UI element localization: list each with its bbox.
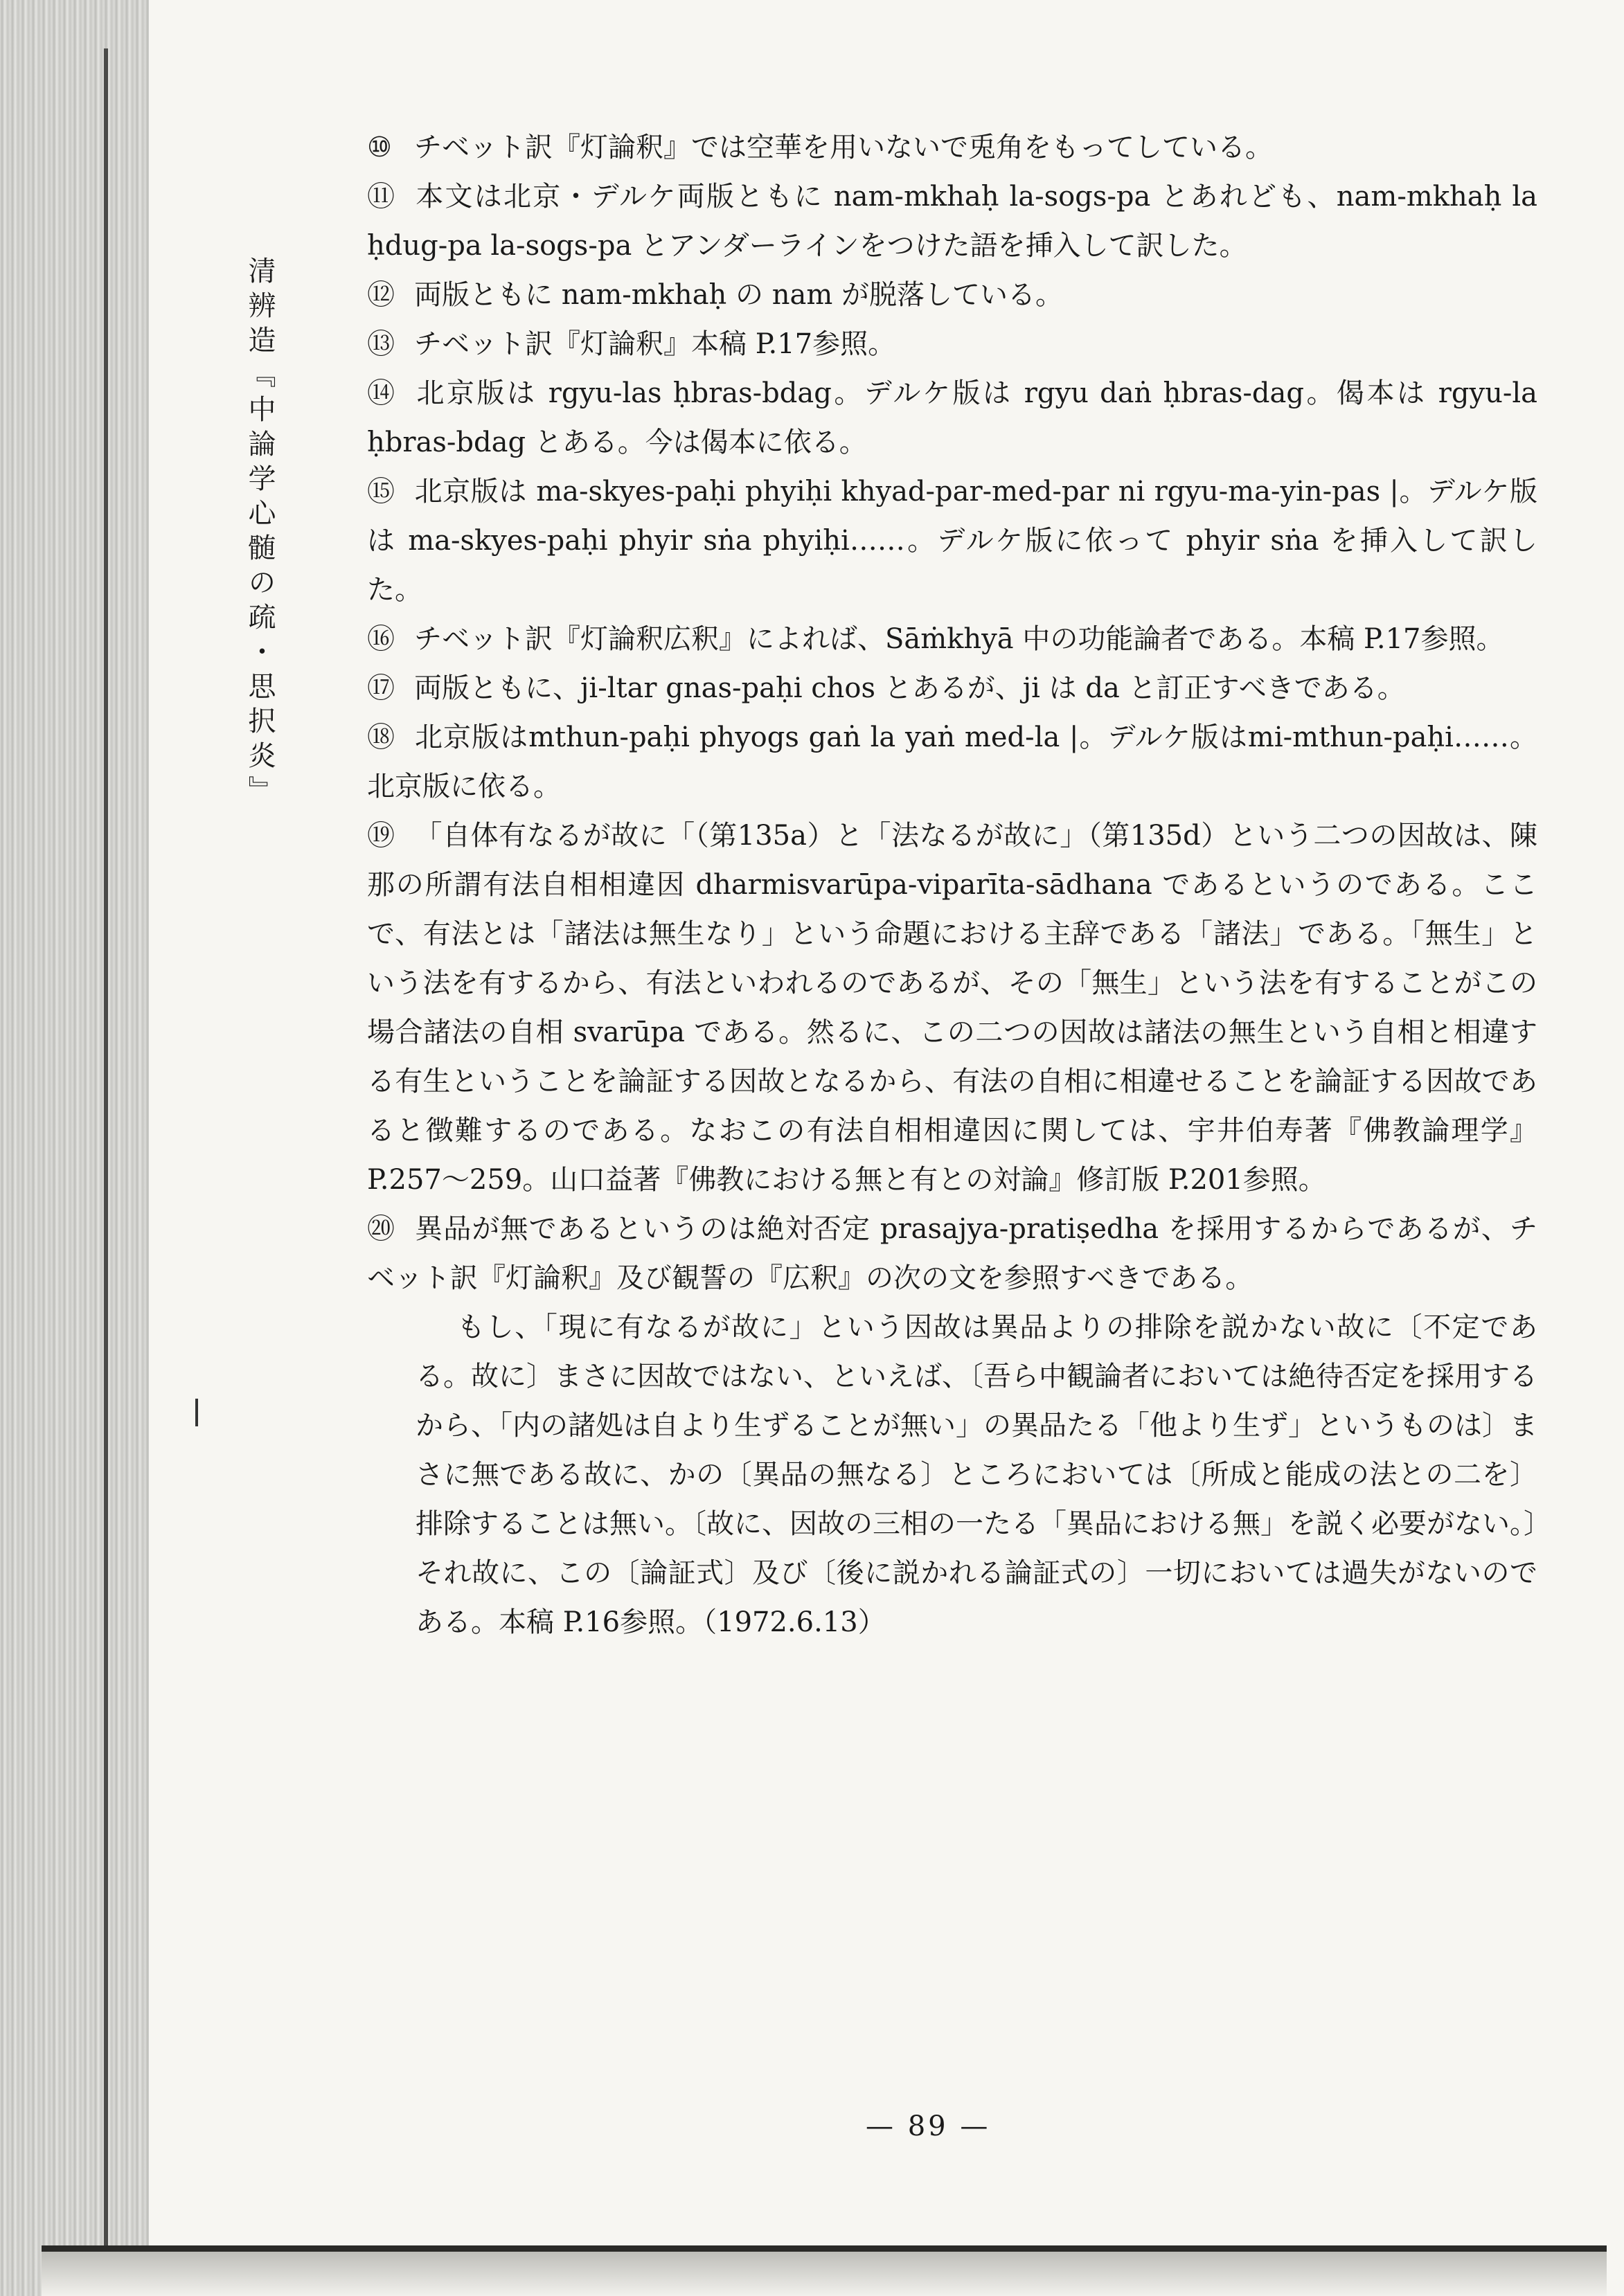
- note-15: [367, 467, 1537, 615]
- note-text: 本文は北京・デルケ両版ともに nam-mkhaḥ la-sogs-pa とあれども、nam-mkhaḥ la ḥdug-pa la-sogs-pa とアンダーラインをつけた語を挿入して訳した。: [367, 181, 1537, 262]
- binding-shadow-line: [104, 48, 108, 2250]
- note-17: [367, 664, 1537, 713]
- note-number: ⑮: [367, 476, 395, 508]
- note-14: [367, 369, 1537, 467]
- note-12: [367, 271, 1537, 320]
- book-binding-edge: [0, 0, 149, 2296]
- margin-mark: [195, 1399, 198, 1426]
- note-19: [367, 811, 1537, 1205]
- note-text: 両版ともに、ji-ltar gnas-paḥi chos とあるが、ji は da と訂正すべきである。: [414, 672, 1405, 704]
- note-text: 北京版は rgyu-las ḥbras-bdag。デルケ版は rgyu daṅ ḥbras-dag。偈本は rgyu-la ḥbras-bdag とある。今は偈本に依る。: [367, 377, 1537, 458]
- note-number: ⑱: [367, 721, 395, 753]
- note-number: ⑯: [367, 623, 395, 655]
- note-18: [367, 713, 1537, 811]
- note-number: ⑬: [367, 328, 395, 360]
- note-number: ⑪: [367, 181, 395, 213]
- note-number: ⑩: [367, 132, 392, 163]
- note-number: ⑭: [367, 377, 395, 409]
- running-head: 清辨造『中論学心髄の疏・思択炎』: [244, 256, 276, 810]
- note-text: チベット訳『灯論釈広釈』によれば、Sāṁkhyā 中の功能論者である。本稿 P.17参照。: [414, 623, 1504, 655]
- note-text: 北京版はmthun-paḥi phyogs gaṅ la yaṅ med-la |。デルケ版はmi-mthun-paḥi……。北京版に依る。: [367, 721, 1537, 802]
- note-13: [367, 320, 1537, 369]
- block-quote: もし、「現に有なるが故に」という因故は異品よりの排除を説かない故に〔不定である。故に〕まさに因故ではない、といえば、〔吾ら中観論者においては絶待否定を採用するから、「内の諸処は自より生ずることが無い」の異品たる「他より生ず」というものは〕まさに無である故に、かの〔異品の無なる〕ところにおいては〔所成と能成の法との二を〕排除することは無い。〔故に、因故の三相の一たる「異品における無」を説く必要がない。〕それ故に、この〔論証式〕及び〔後に説かれる論証式の〕一切においては過失がないのである。本稿 P.16参照。（1972.6.13）: [416, 1311, 1537, 1638]
- note-text: チベット訳『灯論釈』では空華を用いないで兎角をもってしている。: [414, 132, 1273, 163]
- note-text: チベット訳『灯論釈』本稿 P.17参照。: [414, 328, 896, 360]
- note-text: 異品が無であるというのは絶対否定 prasajya-pratiṣedha を採用するからであるが、チベット訳『灯論釈』及び観誓の『広釈』の次の文を参照すべきである。: [367, 1213, 1537, 1294]
- note-number: ⑲: [367, 820, 395, 852]
- note-10: [367, 123, 1537, 172]
- page-number: — 89 —: [866, 2110, 991, 2142]
- note-number: ⑳: [367, 1213, 395, 1245]
- note-number: ⑰: [367, 672, 395, 704]
- bottom-edge-rule: [42, 2245, 1607, 2252]
- note-20: [367, 1205, 1537, 1303]
- notes-body: [367, 123, 1537, 1647]
- note-number: ⑫: [367, 279, 395, 311]
- note-text: 両版ともに nam-mkhaḥ の nam が脱落している。: [414, 279, 1063, 311]
- bottom-edge-shadow: [42, 2252, 1607, 2296]
- note-11: [367, 172, 1537, 271]
- note-text: 北京版は ma-skyes-paḥi phyiḥi khyad-par-med-par ni rgyu-ma-yin-pas |。デルケ版は ma-skyes-paḥi phyir sṅa phyiḥi……。デルケ版に依って phyir sṅa を挿入して訳した。: [367, 476, 1537, 606]
- note-text: 「自体有なるが故に「（第135a）と「法なるが故に」（第135d）という二つの因故は、陳那の所謂有法自相相違因 dharmisvarūpa-viparīta-sādhana であるというのである。ここで、有法とは「諸法は無生なり」という命題における主辞である「諸法」である。「無生」という法を有するから、有法といわれるのであるが、その「無生」という法を有することがこの場合諸法の自相 svarūpa である。然るに、この二つの因故は諸法の無生という自相と相違する有生ということを論証する因故となるから、有法の自相に相違せることを論証する因故であると徴難するのである。なおこの有法自相相違因に関しては、宇井伯寿著『佛教論理学』P.257～259。山口益著『佛教における無と有との対論』修訂版 P.201参照。: [367, 820, 1537, 1196]
- note-16: [367, 615, 1537, 664]
